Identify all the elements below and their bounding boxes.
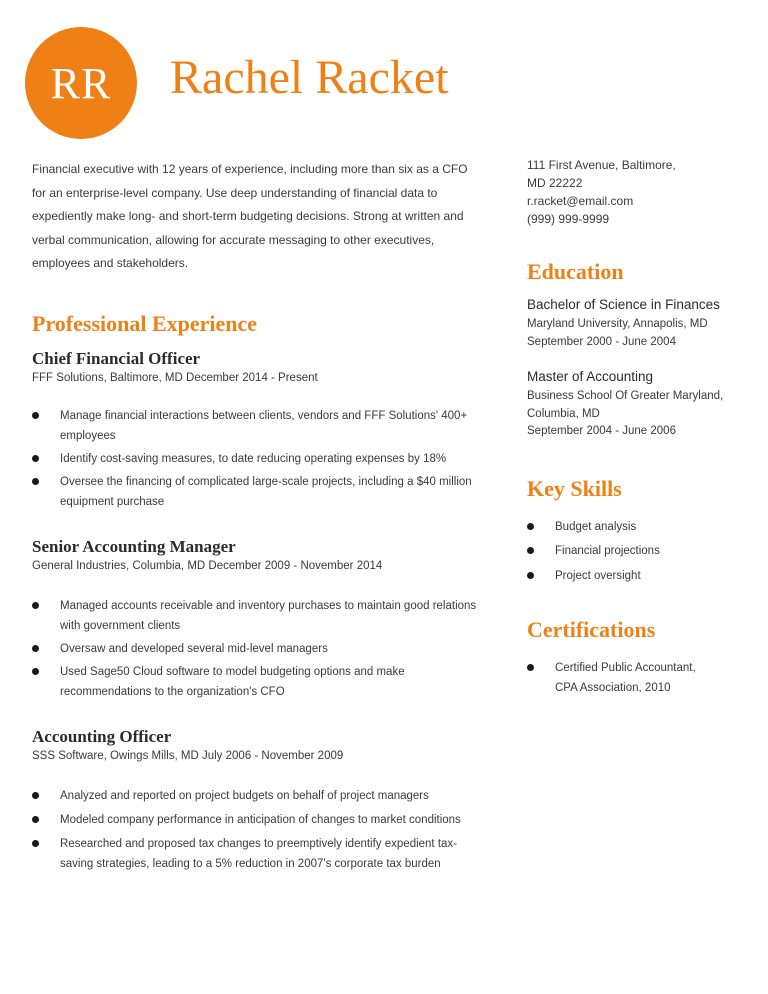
list-item: Managed accounts receivable and inventory purchases to maintain good relations with government clients bbox=[32, 596, 482, 636]
summary-text: Financial executive with 12 years of experience, including more than six as a CFO for an enterprise-level company. Use deep understanding of financial data to expediently make long- and short-term budgeting decisions. Strong at written and verbal communication, allowing for accurate messaging to other executives, employees and stakeholders. bbox=[32, 162, 468, 270]
list-item: Financial projections bbox=[527, 541, 742, 561]
education-entry bbox=[527, 368, 742, 441]
list-item: Manage financial interactions between clients, vendors and FFF Solutions' 400+ employees bbox=[32, 406, 482, 446]
job-bullets bbox=[32, 596, 482, 702]
list-item: Project oversight bbox=[527, 566, 742, 586]
skills-list bbox=[527, 517, 742, 586]
right-column bbox=[527, 156, 742, 698]
skills-section-title: Key Skills bbox=[527, 475, 622, 501]
education-school: Maryland University, Annapolis, MD bbox=[527, 318, 708, 330]
education-degree: Bachelor of Science in Finances bbox=[527, 297, 720, 312]
list-item: Identify cost-saving measures, to date reducing operating expenses by 18% bbox=[32, 449, 482, 469]
job-meta: General Industries, Columbia, MD December 2009 - November 2014 bbox=[32, 559, 383, 572]
job-entry bbox=[32, 726, 482, 874]
list-item: Oversee the financing of complicated large-scale projects, including a $40 million equipment purchase bbox=[32, 472, 482, 512]
list-item: Oversaw and developed several mid-level managers bbox=[32, 639, 482, 659]
job-meta: FFF Solutions, Baltimore, MD December 2014 - Present bbox=[32, 371, 318, 384]
list-item: Analyzed and reported on project budgets on behalf of project managers bbox=[32, 786, 482, 806]
job-title: Chief Financial Officer bbox=[32, 348, 201, 368]
contact-address-line2: MD 22222 bbox=[527, 176, 583, 190]
job-entry bbox=[32, 536, 482, 702]
job-title: Senior Accounting Manager bbox=[32, 536, 236, 556]
list-item: Researched and proposed tax changes to preemptively identify expedient tax-saving strategies, leading to a 5% reduction in 2007's corporate tax burden bbox=[32, 834, 482, 874]
avatar-initials: RR bbox=[25, 27, 137, 139]
contact-address-line1: 111 First Avenue, Baltimore, bbox=[527, 158, 676, 172]
list-item: Used Sage50 Cloud software to model budgeting options and make recommendations to the organization's CFO bbox=[32, 662, 482, 702]
certifications-section-title: Certifications bbox=[527, 616, 656, 642]
job-title: Accounting Officer bbox=[32, 726, 172, 746]
candidate-name: Rachel Racket bbox=[170, 51, 449, 104]
job-bullets bbox=[32, 406, 482, 512]
list-item: Budget analysis bbox=[527, 517, 742, 537]
job-meta: SSS Software, Owings Mills, MD July 2006 - November 2009 bbox=[32, 749, 344, 762]
job-entry bbox=[32, 348, 482, 512]
list-item: Certified Public Accountant, CPA Association, 2010 bbox=[527, 658, 717, 698]
job-bullets bbox=[32, 786, 482, 874]
certifications-list bbox=[527, 658, 717, 698]
contact-block bbox=[527, 156, 742, 228]
education-section-title: Education bbox=[527, 259, 624, 284]
education-entry bbox=[527, 296, 742, 351]
education-degree: Master of Accounting bbox=[527, 369, 654, 384]
education-school: Business School Of Greater Maryland, Columbia, MD bbox=[527, 390, 724, 420]
list-item: Modeled company performance in anticipation of changes to market conditions bbox=[32, 810, 482, 830]
contact-phone: (999) 999-9999 bbox=[527, 212, 610, 226]
education-dates: September 2000 - June 2004 bbox=[527, 335, 676, 348]
left-column bbox=[32, 158, 482, 874]
contact-email: r.racket@email.com bbox=[527, 194, 634, 208]
experience-section-title: Professional Experience bbox=[32, 310, 258, 336]
education-dates: September 2004 - June 2006 bbox=[527, 425, 676, 437]
